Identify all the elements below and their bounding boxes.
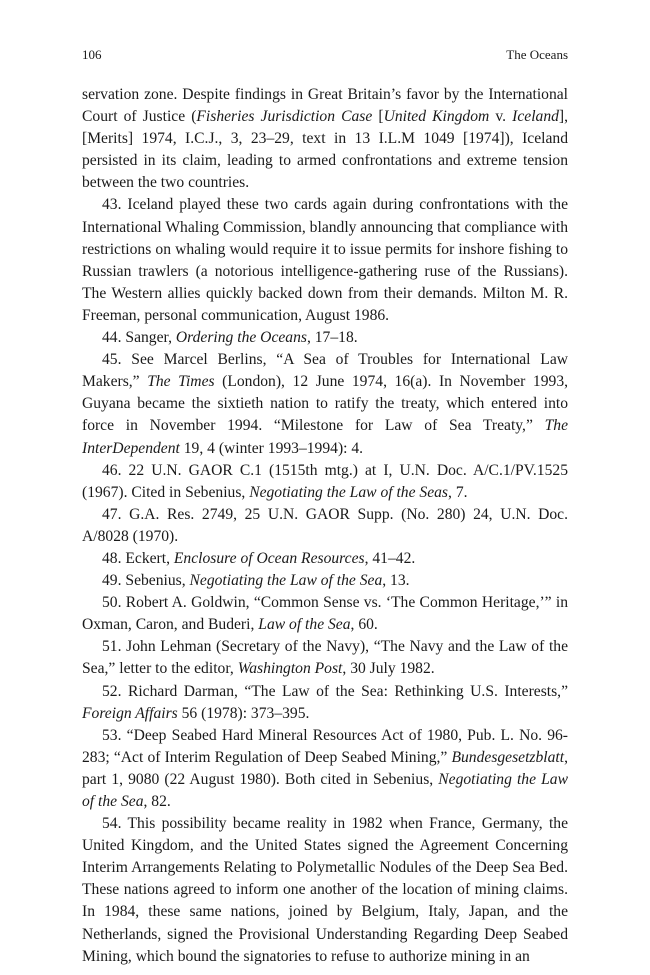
note-text: v.: [489, 108, 513, 126]
note-text: 54. This possibility became reality in 1982 when France, Germany, the United Kingdom, and the United States signed the Agreement Concerning Interim Arrangements Relating to Polymetallic Nodules of the Deep Sea Bed. These nations agreed to inform one another of the location of mining claims. In 1984, these same nations, joined by Belgium, Italy, Japan, and the Netherlands, signed the Provisional Understanding Regarding Deep Seabed Mining, which bound the signatories to refuse to authorize mining in an: [82, 815, 568, 965]
note-text: 50. Robert A. Goldwin, “Common Sense vs. ‘The Common Heritage,’” in Oxman, Caron, and Buderi,: [82, 594, 568, 634]
endnote-paragraph: [82, 504, 568, 548]
italic-title: Foreign Affairs: [82, 704, 178, 722]
note-text: 45. See Marcel Berlins, “A Sea of Troubles for International Law Makers,”: [82, 351, 568, 391]
note-text: 46. 22 U.N. GAOR C.1 (1515th mtg.) at I, U.N. Doc. A/C.1/PV.1525 (1967). Cited in Sebenius,: [82, 461, 568, 501]
note-text: , 7.: [448, 483, 468, 501]
note-text: (London), 12 June 1974, 16(a). In November 1993, Guyana became the sixtieth nation to ratify the treaty, which entered into force in November 1994. “Milestone for Law of Sea Treaty,”: [82, 373, 569, 435]
note-text: , 82.: [143, 793, 171, 810]
endnotes-text: [82, 84, 568, 968]
note-text: , 41–42.: [364, 549, 416, 567]
endnote-paragraph: [82, 548, 568, 570]
endnote-paragraph: [82, 681, 568, 725]
endnote-paragraph: [82, 592, 568, 636]
endnote-paragraph: [82, 460, 568, 504]
note-text: 48. Eckert,: [102, 549, 174, 567]
note-text: 49. Sebenius,: [102, 572, 190, 590]
running-title: The Oceans: [506, 47, 568, 62]
italic-title: Negotiating the Law of the Sea: [189, 572, 383, 590]
note-text: , 17–18.: [306, 329, 358, 347]
italic-title: Bundesgesetzblatt: [451, 748, 565, 766]
note-text: , 60.: [350, 616, 378, 634]
note-text: 52. Richard Darman, “The Law of the Sea: Rethinking U.S. Interests,”: [102, 682, 568, 700]
endnote-paragraph: [82, 725, 568, 813]
italic-title: Ordering the Oceans: [175, 329, 307, 347]
note-text: [: [372, 108, 384, 126]
italic-title: Negotiating the Law of the Sea: [82, 770, 568, 810]
note-text: 56 (1978): 373–395.: [177, 704, 310, 722]
continued-paragraph: [82, 84, 568, 194]
endnote-paragraph: [82, 813, 568, 968]
italic-title: Negotiating the Law of the Seas: [249, 483, 449, 501]
note-text: 44. Sanger,: [102, 329, 176, 347]
endnote-paragraph: [82, 349, 568, 459]
note-text: , part 1, 9080 (22 August 1980). Both cited in Sebenius,: [82, 748, 568, 788]
page-number: 106: [82, 47, 102, 62]
italic-title: Iceland: [512, 108, 559, 126]
italic-title: Fisheries Jurisdiction Case: [196, 108, 373, 126]
note-text: servation zone. Despite findings in Great Britain’s favor by the International Court of Justice (: [82, 86, 568, 126]
italic-title: Law of the Sea: [258, 616, 351, 634]
note-text: 47. G.A. Res. 2749, 25 U.N. GAOR Supp. (No. 280) 24, U.N. Doc. A/8028 (1970).: [82, 505, 568, 545]
running-head: [82, 46, 568, 64]
italic-title: The InterDependent: [82, 417, 568, 457]
italic-title: United Kingdom: [383, 108, 490, 126]
note-text: , 30 July 1982.: [342, 660, 435, 678]
note-text: , 13.: [382, 572, 410, 590]
note-text: 19, 4 (winter 1993–1994): 4.: [179, 439, 364, 457]
book-page: [82, 46, 568, 968]
note-text: 51. John Lehman (Secretary of the Navy), “The Navy and the Law of the Sea,” letter to the editor,: [82, 638, 568, 678]
note-text: ], [Merits] 1974, I.C.J., 3, 23–29, text in 13 I.L.M 1049 [1974]), Iceland persisted in its claim, leading to armed confrontations and extreme tension between the two countries.: [82, 108, 569, 192]
endnote-paragraph: [82, 327, 568, 349]
endnote-paragraph: [82, 636, 568, 680]
endnote-paragraph: [82, 194, 568, 327]
italic-title: The Times: [147, 373, 215, 391]
italic-title: Washington Post: [237, 660, 343, 678]
endnote-paragraph: [82, 570, 568, 592]
note-text: 53. “Deep Seabed Hard Mineral Resources Act of 1980, Pub. L. No. 96-283; “Act of Interim Regulation of Deep Seabed Mining,”: [82, 726, 568, 766]
italic-title: Enclosure of Ocean Resources: [173, 549, 365, 567]
note-text: 43. Iceland played these two cards again during confrontations with the International Whaling Commission, blandly announcing that compliance with restrictions on whaling would require it to issue permits for inshore fishing to Russian trawlers (a notorious intelligence-gathering ruse of the Russians). The Western allies quickly backed down from their demands. Milton M. R. Freeman, personal communication, August 1986.: [82, 196, 568, 324]
